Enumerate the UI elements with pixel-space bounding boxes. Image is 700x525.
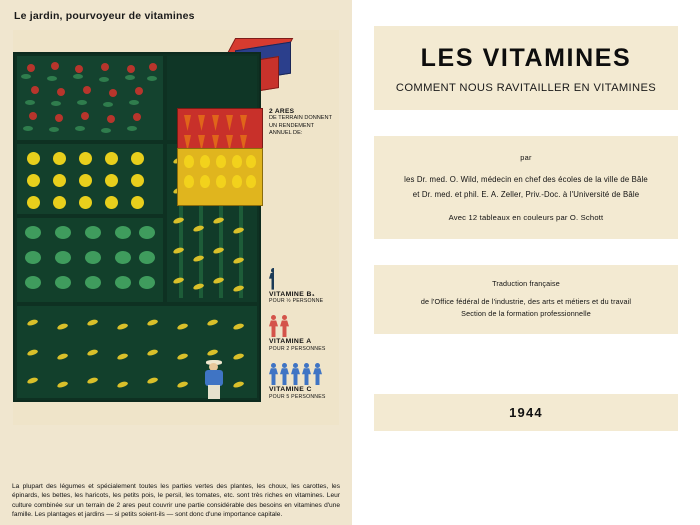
vitamin-c-people xyxy=(269,363,341,385)
year-panel: 1944 xyxy=(374,394,678,431)
vitamin-b1-sub: POUR ½ PERSONNE xyxy=(269,298,324,305)
yield-note xyxy=(269,108,341,138)
translation-panel xyxy=(374,265,678,334)
vitamin-c-entry xyxy=(269,363,341,401)
garden-bed-berries xyxy=(15,54,165,142)
left-page-caption: La plupart des légumes et spécialement toutes les parties vertes des plantes, les choux, les carottes, les épinards, les bettes, les haricots, les petits pois, le persil, les tomates, etc. sont très riches en vitamines. Leur culture combinée sur un terrain de 2 ares peut couvrir une partie considérable des besoins en vitamines d'une famille. Les plantages et jardins — si petits soient-ils — sont donc d'une importance capitale. xyxy=(12,483,340,518)
vitamin-a-name: VITAMINE A xyxy=(269,338,312,346)
author-2: et Dr. med. et phil. E. A. Zeller, Priv.-Doc. à l'Université de Bâle xyxy=(412,190,640,199)
gardener-body xyxy=(205,370,223,386)
gardener-legs xyxy=(208,385,220,399)
berry-dots xyxy=(17,56,163,140)
yield-note-line3: UN RENDEMENT xyxy=(269,122,315,129)
person-icon xyxy=(269,363,278,385)
yield-note-line2: DE TERRAIN DONNENT xyxy=(269,115,332,122)
vitamin-c-name: VITAMINE C xyxy=(269,386,312,394)
lemon-dots xyxy=(17,144,163,214)
vitamin-a-people xyxy=(269,315,341,337)
authors-panel xyxy=(374,136,678,239)
vitamin-a-sub: POUR 2 PERSONNES xyxy=(269,345,326,352)
vitamin-c-sub: POUR 5 PERSONNES xyxy=(269,393,326,400)
vitamin-b1-people xyxy=(269,268,341,290)
by-label: par xyxy=(520,153,532,162)
cabbage-dots xyxy=(17,218,163,302)
person-icon xyxy=(302,363,311,385)
gardener-figure xyxy=(203,360,229,400)
right-page xyxy=(352,0,700,525)
left-page-title: Le jardin, pourvoyeur de vitamines xyxy=(14,10,195,22)
garden-illustration xyxy=(13,52,261,402)
plates-note: Avec 12 tableaux en couleurs par O. Schott xyxy=(448,213,604,222)
vitamin-a-entry xyxy=(269,315,341,353)
book-subtitle: COMMENT NOUS RAVITAILLER EN VITAMINES xyxy=(395,82,657,94)
vitamin-b1-name: VITAMINE B₁ xyxy=(269,290,315,298)
translation-line-2: de l'Office fédéral de l'industrie, des arts et métiers et du travail xyxy=(420,296,632,306)
legend xyxy=(269,108,341,401)
yield-note-line1: 2 ARES xyxy=(269,108,295,115)
author-1: les Dr. med. O. Wild, médecin en chef des écoles de la ville de Bâle xyxy=(404,175,648,184)
person-icon xyxy=(269,315,278,337)
crate-pears xyxy=(177,148,263,206)
person-icon xyxy=(280,363,289,385)
person-icon xyxy=(291,363,300,385)
translation-line-1: Traduction française xyxy=(492,279,560,288)
person-icon xyxy=(313,363,322,385)
garden-bed-cabbages xyxy=(15,216,165,304)
book-title: LES VITAMINES xyxy=(420,44,632,72)
title-panel xyxy=(374,26,678,110)
person-icon xyxy=(269,268,274,290)
garden-bed-lemons xyxy=(15,142,165,216)
illustration-plate xyxy=(13,30,339,425)
translation-line-3: Section de la formation professionnelle xyxy=(461,309,591,318)
yield-note-line4: ANNUEL DE: xyxy=(269,130,303,137)
vitamin-b1-entry xyxy=(269,268,341,306)
person-icon xyxy=(280,315,289,337)
